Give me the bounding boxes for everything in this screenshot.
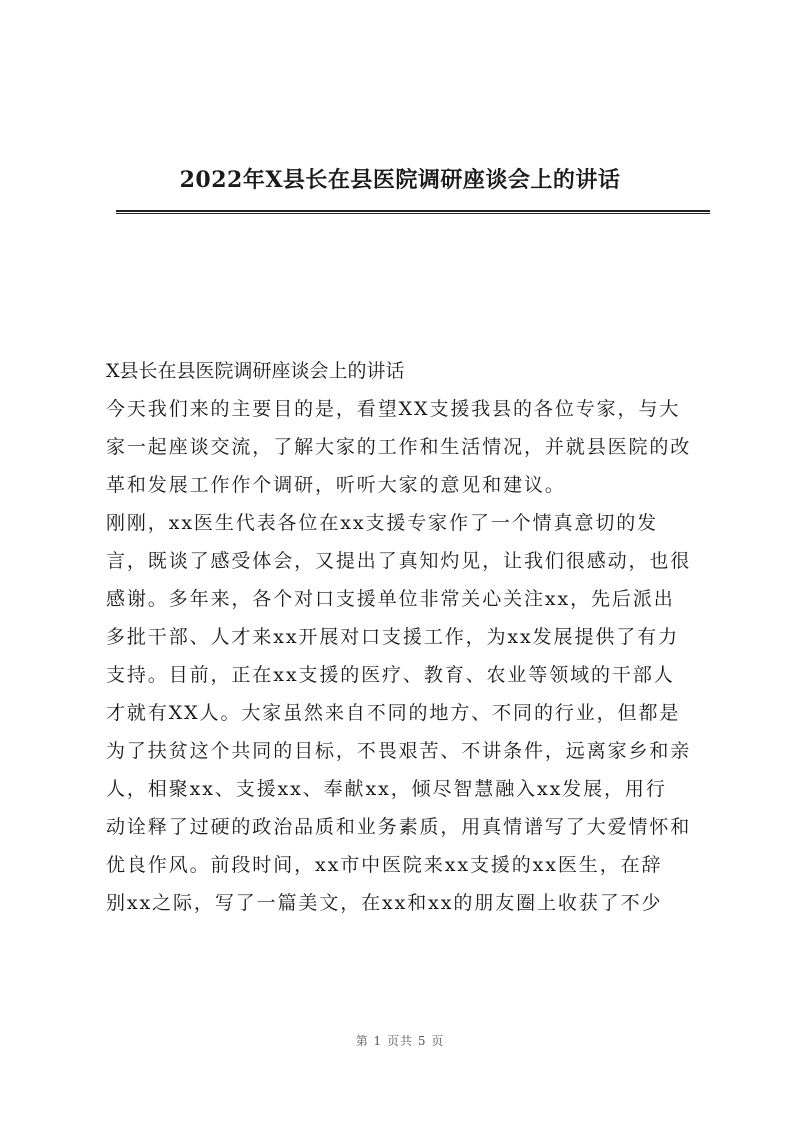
body-line: 多批干部、人才来xx开展对口支援工作，为xx发展提供了有力 <box>106 626 679 648</box>
body-line: 支持。目前，正在xx支援的医疗、教育、农业等领域的干部人 <box>106 664 675 686</box>
body-line: 家一起座谈交流，了解大家的工作和生活情况，并就县医院的改 <box>106 436 692 458</box>
body-line: 才就有XX人。大家虽然来自不同的地方、不同的行业，但都是 <box>106 702 681 724</box>
body-line: 别xx之际，写了一篇美文，在xx和xx的朋友圈上收获了不少 <box>106 892 663 914</box>
body-line: 感谢。多年来，各个对口支援单位非常关心关注xx，先后派出 <box>106 588 675 610</box>
document-title: 2022年X县长在县医院调研座谈会上的讲话 <box>179 167 621 193</box>
page-number-footer: 第 1 页共 5 页 <box>355 1034 445 1048</box>
body-line: X县长在县医院调研座谈会上的讲话 <box>106 360 405 382</box>
body-line: 动诠释了过硬的政治品质和业务素质，用真情谱写了大爱情怀和 <box>106 816 692 838</box>
body-line: 革和发展工作作个调研，听听大家的意见和建议。 <box>106 474 566 496</box>
body-line: 人，相聚xx、支援xx、奉献xx，倾尽智慧融入xx发展，用行 <box>106 778 667 800</box>
body-line: 优良作风。前段时间，xx市中医院来xx支援的xx医生，在辞 <box>106 854 663 876</box>
body-line: 刚刚，xx医生代表各位在xx支援专家作了一个情真意切的发 <box>106 512 659 534</box>
body-line: 言，既谈了感受体会，又提出了真知灼见，让我们很感动，也很 <box>106 550 692 572</box>
body-line: 今天我们来的主要目的是，看望XX支援我县的各位专家，与大 <box>106 398 681 420</box>
body-line: 为了扶贫这个共同的目标，不畏艰苦、不讲条件，远离家乡和亲 <box>106 740 692 762</box>
document-body <box>106 352 716 922</box>
title-underline-divider <box>116 210 710 214</box>
